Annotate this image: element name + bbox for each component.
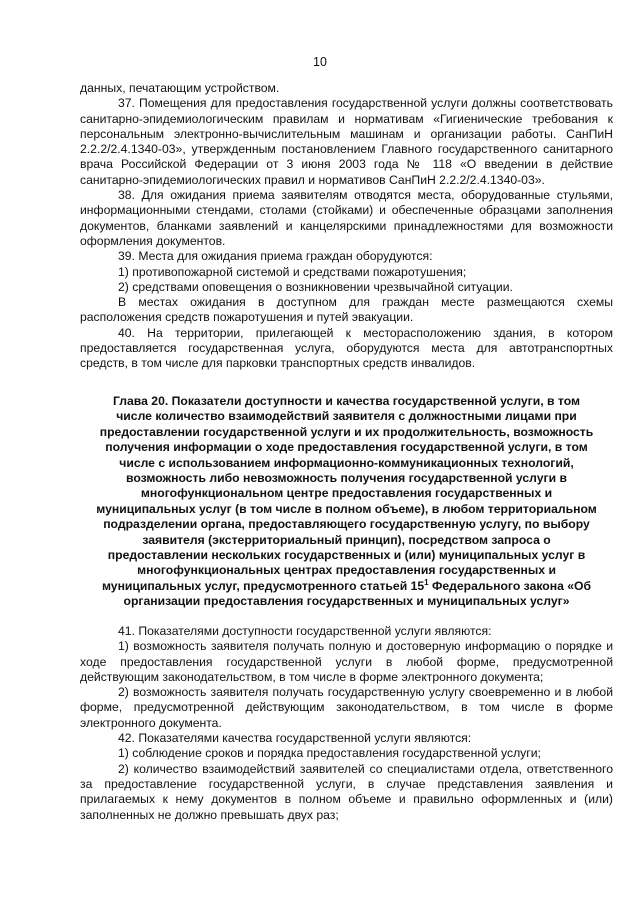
paragraph-37: 37. Помещения для предоставления государственной услуги должны соответствовать санитарно-эпидемиологическим правилам и нормативам «Гигиенические требования к персональным электронно-вычислительным машинам и организации работы. СанПиН 2.2.2/2.4.1340-03», утвержденным постановлением Главного государственного санитарного врача Российской Федерации от 3 июня 2003 года № 118 «О введении в действие санитарно-эпидемиологических правил и нормативов СанПиН 2.2.2/2.4.1340-03».: [80, 96, 613, 187]
paragraph-39-item-1: 1) противопожарной системой и средствами пожаротушения;: [118, 264, 467, 279]
heading-line: возможность либо невозможность получения государственной услуги в: [125, 471, 567, 486]
chapter-heading: [78, 394, 615, 610]
heading-line: заявителя (экстерриториальный принцип), посредством запроса о: [142, 532, 551, 547]
paragraph-continuation: данных, печатающим устройством.: [80, 81, 280, 95]
heading-line: Глава 20. Показатели доступности и качества государственной услуги, в том: [112, 394, 581, 408]
paragraph-41-item-1: 1) возможность заявителя получать полную и достоверную информацию о порядке и ходе предоставления государственной услуги в любой форме, предусмотренной действующим законодательством, в том числе в форме электронного документа;: [80, 639, 613, 684]
heading-line: подразделении органа, предоставляющего государственную услугу, по выбору: [103, 517, 590, 532]
paragraph-41: 41. Показателями доступности государственной услуги являются:: [118, 624, 492, 638]
heading-line: многофункциональных центрах предоставления государственных и: [137, 563, 556, 578]
paragraph-39-item-2: 2) средствами оповещения о возникновении чрезвычайной ситуации.: [118, 279, 513, 294]
heading-line: муниципальных услуг (в том числе в полном объеме), в любом территориальном: [96, 501, 597, 516]
heading-text: Федерального закона «Об: [428, 578, 592, 593]
heading-line: многофункциональном центре предоставления государственных и: [140, 486, 553, 501]
heading-text: муниципальных услуг, предусмотренного статьей 15: [101, 578, 425, 593]
paragraph-38: 38. Для ожидания приема заявителям отводятся места, оборудованные стульями, информационными стендами, столами (стойками) и обеспеченные образцами заполнения документов, бланками заявлений и канцелярскими принадлежностями для возможности оформления документов.: [80, 188, 613, 248]
heading-line: организации предоставления государственных и муниципальных услуг»: [123, 594, 570, 609]
page-number: 10: [313, 55, 327, 69]
section-indicators: [80, 624, 613, 823]
heading-line: предоставлении государственной услуги и их продолжительность, возможность: [99, 424, 594, 439]
section-premises: [80, 81, 613, 372]
paragraph-41-item-2: 2) возможность заявителя получать государственную услугу своевременно и в любой форме, предусмотренной действующим законодательством, в том числе в форме электронного документа.: [80, 685, 613, 730]
paragraph-39-note: В местах ожидания в доступном для граждан месте размещаются схемы расположения средств пожаротушения и путей эвакуации.: [80, 295, 613, 325]
paragraph-42-item-1: 1) соблюдение сроков и порядка предоставления государственной услуги;: [118, 746, 541, 761]
paragraph-42: 42. Показателями качества государственной услуги являются:: [118, 731, 472, 746]
heading-line: числе с использованием информационно-коммуникационных технологий,: [119, 455, 574, 470]
paragraph-39: 39. Места для ожидания приема граждан оборудуются:: [118, 249, 433, 264]
heading-line: [78, 579, 615, 594]
heading-line: числе количество взаимодействий заявителя с должностными лицами при: [116, 409, 577, 424]
paragraph-42-item-2: 2) количество взаимодействий заявителей со специалистами отдела, ответственного за предоставление государственной услуги, в случае представления заявления и прилагаемых к нему документов в полном объеме и правильно оформленных и (или) заполненных не должно превышать двух раз;: [80, 761, 613, 822]
article-superscript: 1: [424, 577, 429, 587]
heading-line: получения информации о ходе предоставления государственной услуги, в том: [105, 440, 588, 455]
paragraph-40: 40. На территории, прилегающей к месторасположению здания, в котором предоставляется государственная услуга, оборудуются места для автотранспортных средств, в том числе для парковки транспортных средств инвалидов.: [80, 325, 613, 371]
heading-line: предоставлении нескольких государственных и (или) муниципальных услуг в: [107, 548, 586, 563]
